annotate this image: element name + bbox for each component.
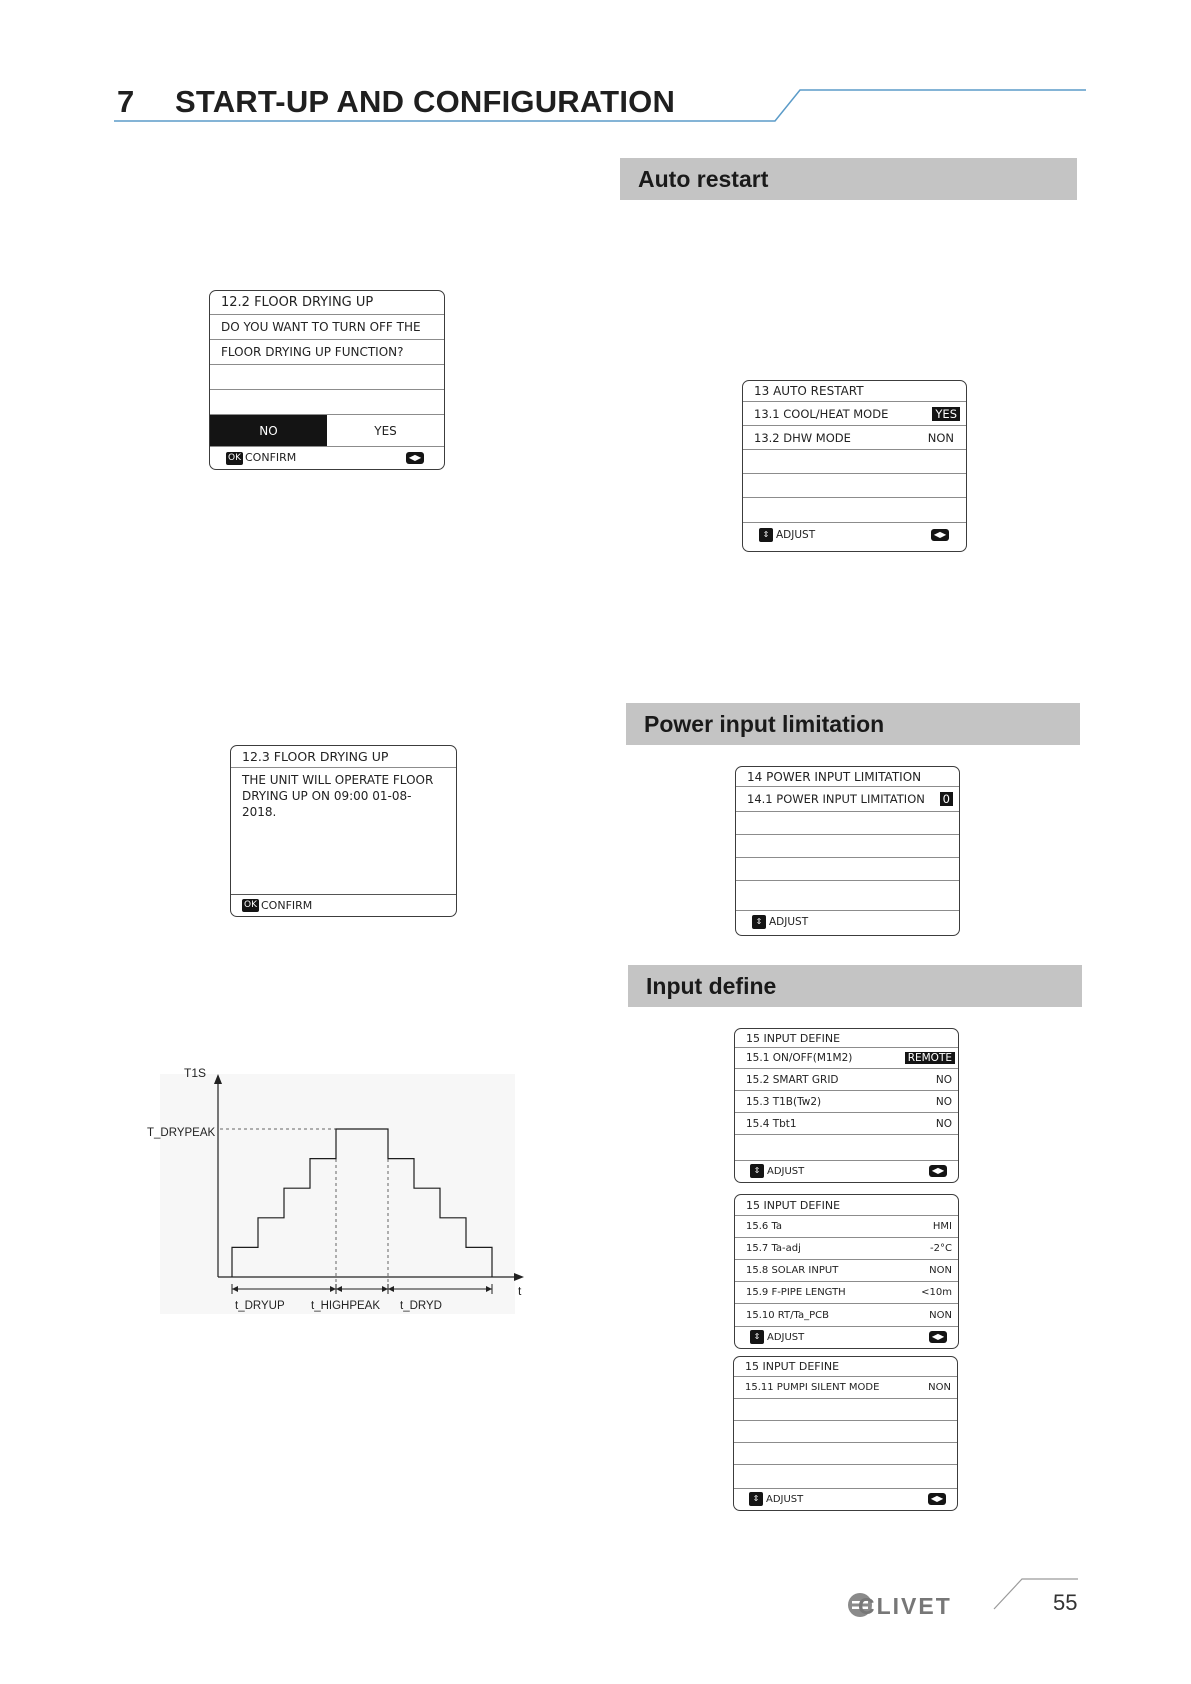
panel-empty-row bbox=[734, 1399, 957, 1421]
panel-empty-row bbox=[736, 835, 959, 858]
left-right-arrow-icon[interactable]: ◀▶ bbox=[931, 529, 949, 541]
adjust-label: ADJUST bbox=[767, 1332, 805, 1343]
adjust-label: ADJUST bbox=[776, 529, 816, 541]
panel-empty-row bbox=[736, 812, 959, 835]
value-selected[interactable]: REMOTE bbox=[905, 1052, 955, 1064]
chart-background bbox=[160, 1074, 515, 1314]
phase-label-dryup: t_DRYUP bbox=[235, 1300, 285, 1312]
adjust-label: ADJUST bbox=[769, 916, 809, 928]
panel-empty-row bbox=[734, 1443, 957, 1465]
panel-empty-row bbox=[734, 1465, 957, 1489]
setting-value: HMI bbox=[932, 1221, 952, 1232]
panel-footer bbox=[735, 1327, 958, 1347]
setting-value: -2°C bbox=[930, 1243, 952, 1254]
brand-name: CLIVET bbox=[858, 1593, 952, 1619]
phase-label-highpeak: t_HIGHPEAK bbox=[311, 1300, 381, 1312]
setting-value: NON bbox=[929, 1265, 952, 1276]
panel-auto-restart bbox=[742, 380, 967, 552]
confirm-label: CONFIRM bbox=[261, 898, 313, 912]
panel-title: 15 INPUT DEFINE bbox=[735, 1195, 958, 1216]
panel-empty-row bbox=[210, 390, 444, 415]
panel-footer bbox=[743, 523, 966, 547]
panel-empty-row bbox=[743, 474, 966, 498]
panel-footer bbox=[736, 911, 959, 933]
panel-empty-row bbox=[743, 450, 966, 474]
setting-row-pump-silent[interactable]: 15.11 PUMPI SILENT MODE NON bbox=[734, 1377, 957, 1399]
page-number: 55 bbox=[1053, 1590, 1078, 1615]
message-line: DRYING UP ON 09:00 01-08-2018. bbox=[242, 789, 412, 819]
panel-title: 12.3 FLOOR DRYING UP bbox=[231, 746, 456, 768]
adjust-label: ADJUST bbox=[767, 1166, 805, 1177]
panel-title: 15 INPUT DEFINE bbox=[735, 1029, 958, 1048]
section-auto-restart: Auto restart bbox=[620, 158, 1077, 200]
left-right-arrow-icon[interactable]: ◀▶ bbox=[928, 1493, 946, 1505]
adjust-label: ADJUST bbox=[766, 1494, 804, 1505]
up-down-arrow-icon[interactable]: ⇕ bbox=[749, 1492, 763, 1506]
ok-key-icon[interactable]: OK bbox=[228, 452, 241, 463]
up-down-arrow-icon[interactable]: ⇕ bbox=[750, 1330, 764, 1344]
up-down-arrow-icon[interactable]: ⇕ bbox=[752, 915, 766, 929]
panel-line: FLOOR DRYING UP FUNCTION? bbox=[210, 340, 444, 365]
panel-empty-row bbox=[736, 858, 959, 881]
setting-row-smart-grid[interactable]: 15.2 SMART GRID NO bbox=[735, 1069, 958, 1091]
setting-value: NON bbox=[927, 430, 954, 445]
up-down-arrow-icon[interactable]: ⇕ bbox=[759, 528, 773, 542]
x-axis-arrow bbox=[514, 1273, 524, 1281]
yes-button[interactable]: YES bbox=[374, 423, 397, 438]
phase-label-dryd: t_DRYD bbox=[400, 1300, 442, 1312]
setting-row-cool-heat[interactable]: 13.1 COOL/HEAT MODE YES bbox=[743, 402, 966, 426]
panel-empty-row bbox=[734, 1421, 957, 1443]
panel-input-define-2 bbox=[734, 1194, 959, 1349]
panel-message bbox=[231, 768, 456, 894]
setting-row-t1b[interactable]: 15.3 T1B(Tw2) NO bbox=[735, 1091, 958, 1113]
no-button[interactable]: NO bbox=[210, 415, 327, 446]
panel-line: DO YOU WANT TO TURN OFF THE bbox=[210, 315, 444, 340]
setting-value: NON bbox=[928, 1382, 951, 1393]
panel-title: 13 AUTO RESTART bbox=[743, 381, 966, 402]
choice-row bbox=[210, 415, 444, 447]
panel-floor-drying-schedule bbox=[230, 745, 457, 917]
value-selected[interactable]: 0 bbox=[940, 792, 953, 806]
setting-row-tbt1[interactable]: 15.4 Tbt1 NO bbox=[735, 1113, 958, 1135]
panel-empty-row bbox=[735, 1135, 958, 1161]
message-line: THE UNIT WILL OPERATE FLOOR bbox=[242, 773, 434, 787]
section-input-define: Input define bbox=[628, 965, 1082, 1007]
setting-value: NO bbox=[935, 1095, 952, 1108]
panel-footer bbox=[210, 447, 444, 469]
panel-floor-drying-off bbox=[209, 290, 445, 470]
panel-title: 14 POWER INPUT LIMITATION bbox=[736, 767, 959, 787]
panel-empty-row bbox=[743, 498, 966, 523]
header-rule bbox=[0, 0, 1191, 140]
panel-footer bbox=[734, 1489, 957, 1509]
setting-row-dhw[interactable]: 13.2 DHW MODE NON bbox=[743, 426, 966, 450]
chapter-title: START-UP AND CONFIGURATION bbox=[175, 84, 676, 119]
peak-marker-label: T_DRYPEAK bbox=[147, 1127, 216, 1139]
setting-row-on-off[interactable]: 15.1 ON/OFF(M1M2) REMOTE bbox=[735, 1048, 958, 1069]
up-down-arrow-icon[interactable]: ⇕ bbox=[750, 1164, 764, 1178]
panel-power-input-limitation bbox=[735, 766, 960, 936]
setting-value: NO bbox=[935, 1073, 952, 1086]
panel-footer bbox=[231, 894, 456, 916]
section-power-input-limitation: Power input limitation bbox=[626, 703, 1080, 745]
setting-row-ta[interactable]: 15.6 Ta HMI bbox=[735, 1216, 958, 1238]
setting-value: NO bbox=[935, 1117, 952, 1130]
confirm-label: CONFIRM bbox=[245, 451, 297, 465]
setting-row-solar-input[interactable]: 15.8 SOLAR INPUT NON bbox=[735, 1260, 958, 1282]
setting-value: <10m bbox=[921, 1287, 952, 1298]
panel-title: 12.2 FLOOR DRYING UP bbox=[210, 291, 444, 315]
panel-title: 15 INPUT DEFINE bbox=[734, 1357, 957, 1377]
left-right-arrow-icon[interactable]: ◀▶ bbox=[929, 1165, 947, 1177]
left-right-arrow-icon[interactable]: ◀▶ bbox=[406, 452, 424, 464]
value-selected[interactable]: YES bbox=[932, 407, 960, 421]
panel-empty-row bbox=[736, 881, 959, 911]
setting-row-power-limit[interactable]: 14.1 POWER INPUT LIMITATION 0 bbox=[736, 787, 959, 812]
setting-value: NON bbox=[929, 1309, 952, 1321]
panel-input-define-3 bbox=[733, 1356, 958, 1511]
setting-row-pipe-length[interactable]: 15.9 F-PIPE LENGTH <10m bbox=[735, 1282, 958, 1304]
setting-row-ta-adj[interactable]: 15.7 Ta-adj -2°C bbox=[735, 1238, 958, 1260]
panel-input-define-1 bbox=[734, 1028, 959, 1183]
chapter-number: 7 bbox=[117, 84, 135, 119]
setting-row-rt-ta-pcb[interactable]: 15.10 RT/Ta_PCB NON bbox=[735, 1304, 958, 1327]
panel-footer bbox=[735, 1161, 958, 1181]
ok-key-icon[interactable]: OK bbox=[244, 900, 257, 911]
x-axis-label: t bbox=[518, 1284, 522, 1298]
floor-drying-chart bbox=[140, 1060, 540, 1330]
left-right-arrow-icon[interactable]: ◀▶ bbox=[929, 1331, 947, 1343]
y-axis-label: T1S bbox=[184, 1066, 207, 1080]
panel-empty-row bbox=[210, 365, 444, 390]
